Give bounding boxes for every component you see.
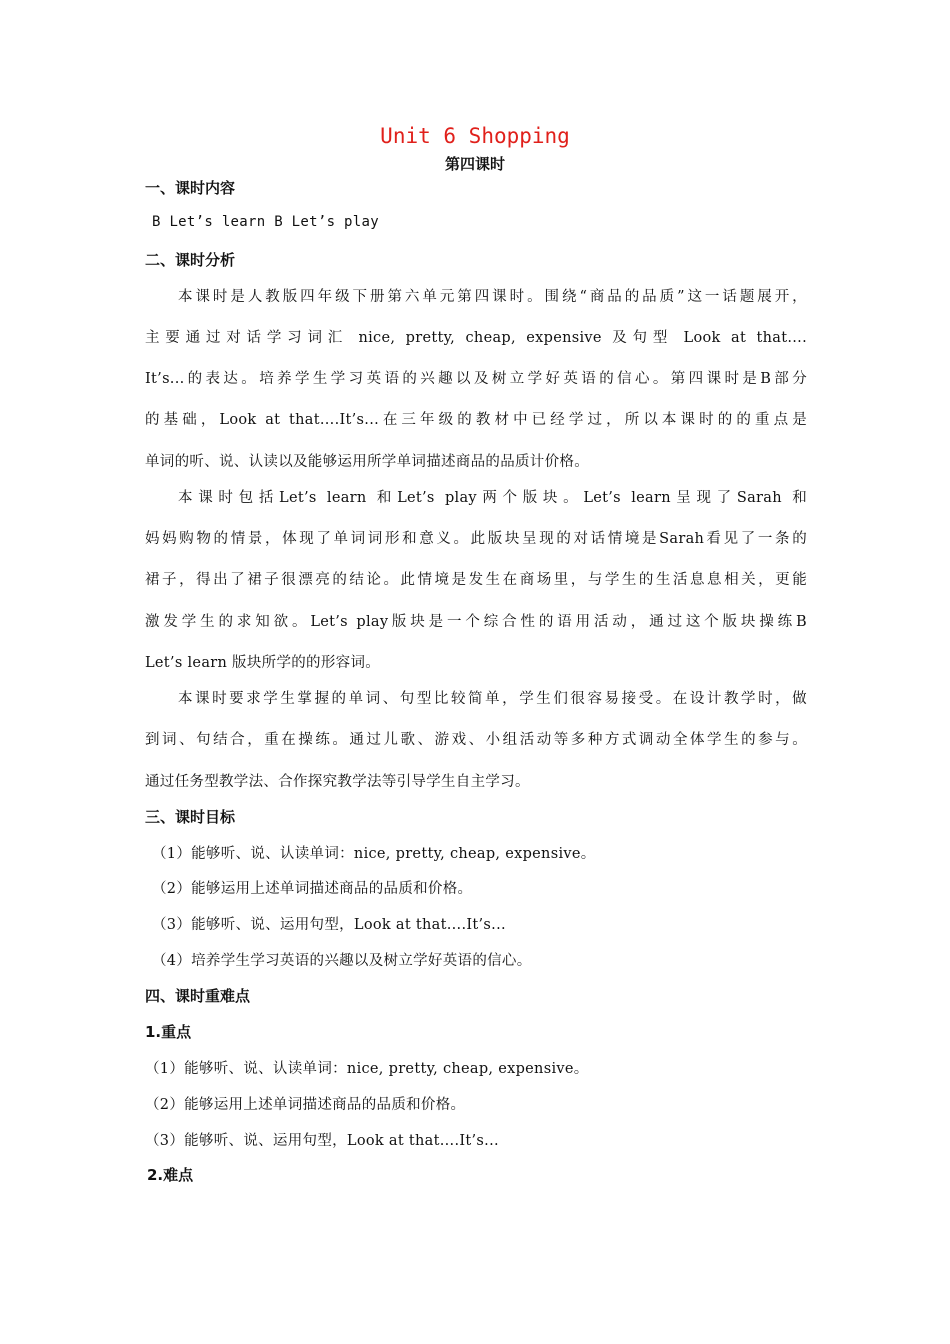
analysis-line: 的基础，Look at that....It’s...在三年级的教材中已经学过，所以本课时的的重点是	[145, 412, 807, 428]
analysis-line: Let’s learn 版块所学的的形容词。	[145, 655, 381, 671]
section-heading-goals: 三、课时目标	[145, 808, 236, 826]
analysis-line: 本课时包括Let’s learn 和Let’s play两个版块。Let’s learn呈现了Sarah 和	[178, 490, 807, 506]
lesson-content-text: B Let’s learn B Let’s play	[152, 214, 379, 230]
analysis-line: 激发学生的求知欲。Let’s play版块是一个综合性的语用活动，通过这个版块操练B	[145, 614, 807, 630]
goal-item: （3）能够听、说、运用句型，Look at that....It’s...	[152, 917, 506, 933]
goal-item: （4）培养学生学习英语的兴趣以及树立学好英语的信心。	[152, 953, 532, 969]
section-heading-content: 一、课时内容	[145, 179, 236, 197]
analysis-line: 通过任务型教学法、合作探究教学法等引导学生自主学习。	[145, 774, 530, 790]
analysis-line: It’s...的表达。培养学生学习英语的兴趣以及树立学好英语的信心。第四课时是B部分	[145, 371, 807, 387]
analysis-line: 妈妈购物的情景，体现了单词词形和意义。此版块呈现的对话情境是Sarah看见了一条的	[145, 531, 807, 547]
analysis-line: 到词、句结合，重在操练。通过儿歌、游戏、小组活动等多种方式调动全体学生的参与。	[145, 732, 807, 748]
section-heading-analysis: 二、课时分析	[145, 251, 236, 269]
subheading-key-points: 1.重点	[145, 1023, 192, 1041]
subheading-difficulties: 2.难点	[147, 1166, 194, 1184]
document-subtitle: 第四课时	[444, 155, 505, 173]
key-point-item: （2）能够运用上述单词描述商品的品质和价格。	[145, 1097, 466, 1113]
analysis-line: 裙子，得出了裙子很漂亮的结论。此情境是发生在商场里，与学生的生活息息相关，更能	[145, 572, 807, 588]
analysis-line: 主要通过对话学习词汇 nice, pretty, cheap, expensive 及句型 Look at that....	[145, 330, 807, 346]
key-point-item: （3）能够听、说、运用句型，Look at that....It’s...	[145, 1133, 499, 1149]
analysis-line: 本课时是人教版四年级下册第六单元第四课时。围绕“商品的品质”这一话题展开，	[178, 289, 807, 305]
key-point-item: （1）能够听、说、认读单词：nice, pretty, cheap, expensive。	[145, 1061, 589, 1077]
goal-item: （1）能够听、说、认读单词：nice, pretty, cheap, expensive。	[152, 846, 596, 862]
analysis-line: 单词的听、说、认读以及能够运用所学单词描述商品的品质计价格。	[145, 454, 589, 470]
section-heading-key-points: 四、课时重难点	[145, 987, 251, 1005]
analysis-line: 本课时要求学生掌握的单词、句型比较简单，学生们很容易接受。在设计教学时，做	[178, 691, 807, 707]
goal-item: （2）能够运用上述单词描述商品的品质和价格。	[152, 881, 473, 897]
document-title: Unit 6 Shopping	[380, 124, 570, 148]
